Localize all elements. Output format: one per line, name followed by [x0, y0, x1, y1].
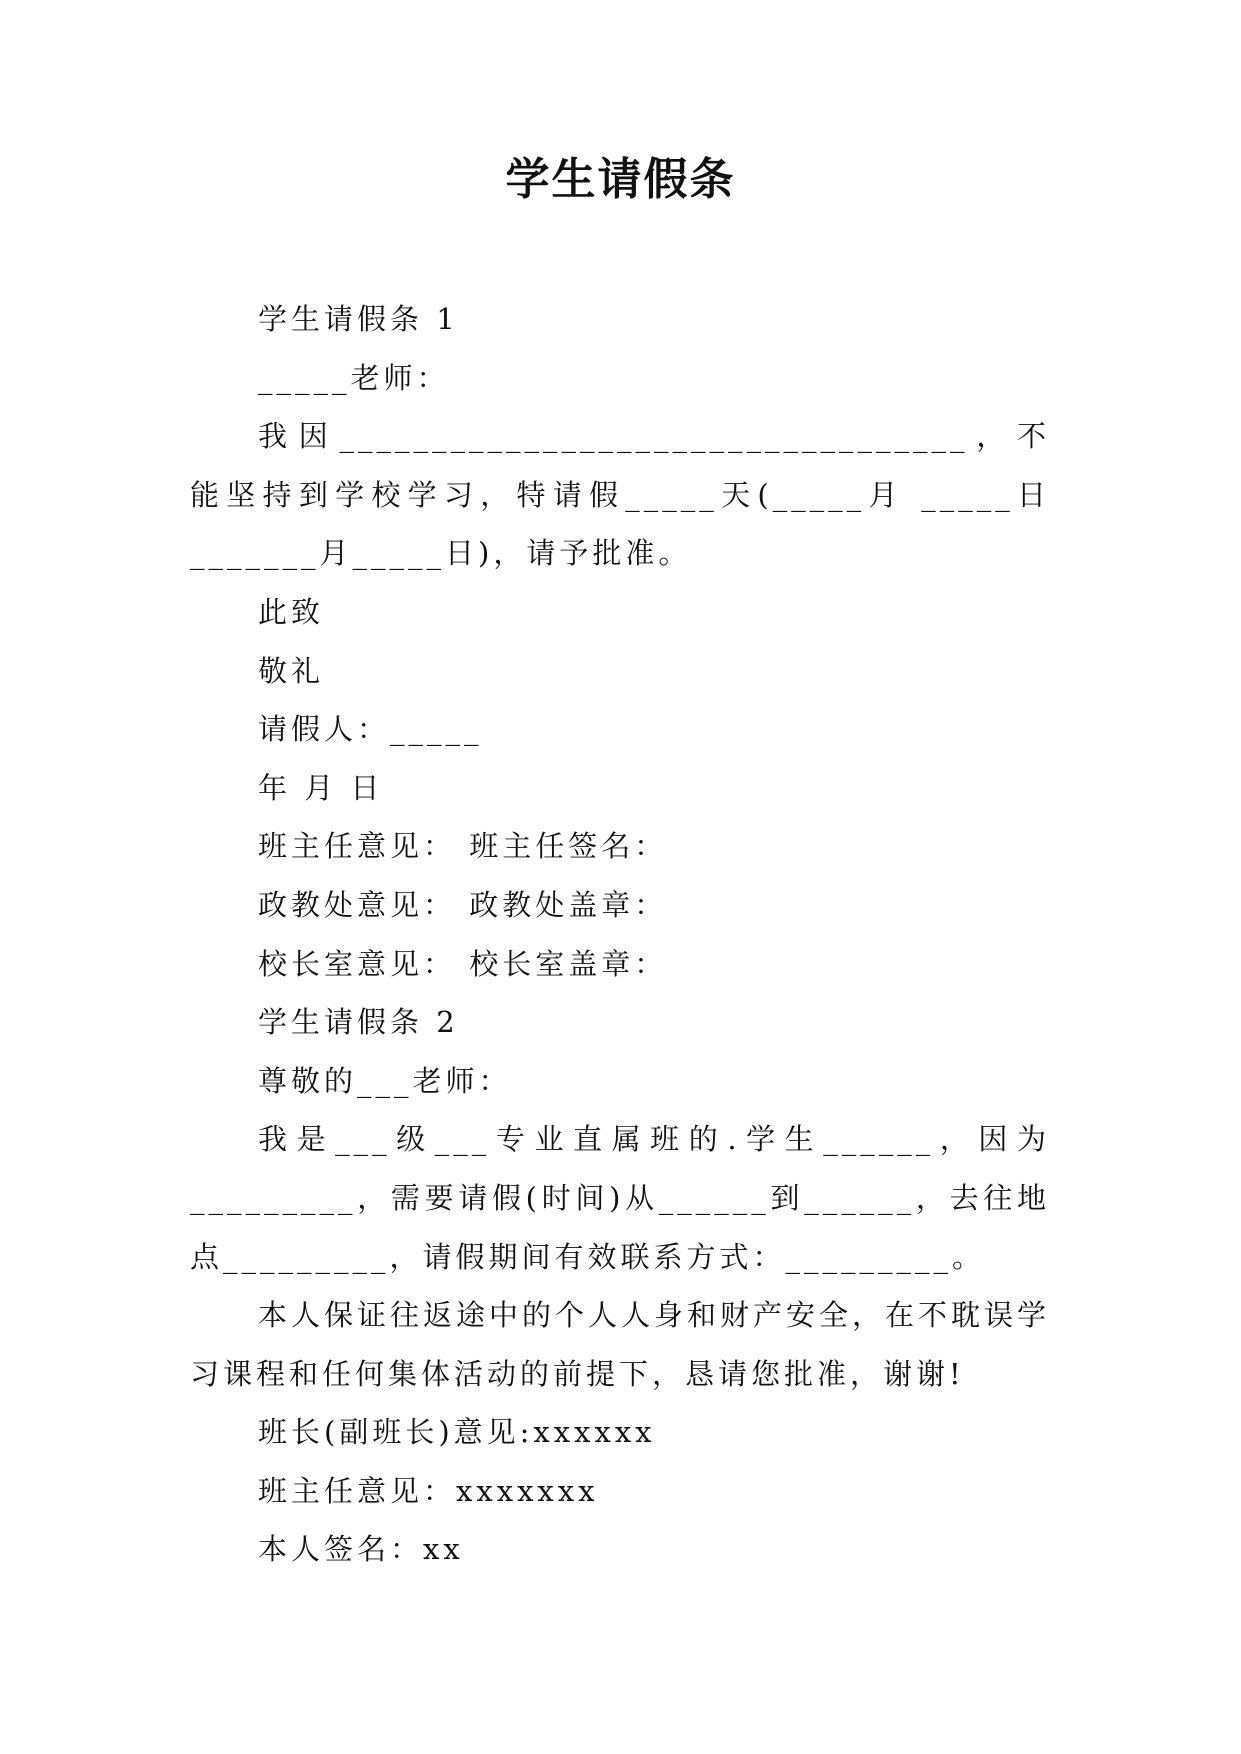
document-body: [190, 290, 1050, 1579]
document-title: 学生请假条: [505, 154, 736, 205]
principal-office-opinion: 校长室意见： 校长室盖章：: [258, 946, 668, 981]
section-heading-2: 学生请假条 2: [258, 1005, 459, 1040]
head-teacher-opinion-2: 班主任意见：xxxxxxx: [258, 1473, 599, 1508]
monitor-opinion: 班长(副班长)意见:xxxxxx: [258, 1415, 656, 1450]
political-office-opinion: 政教处意见： 政教处盖章：: [258, 887, 668, 922]
salutation-1: _____老师：: [258, 360, 450, 395]
applicant-line: 请假人：_____: [258, 712, 483, 747]
closing-line-2: 敬礼: [258, 653, 325, 688]
date-line: 年 月 日: [258, 770, 384, 805]
closing-line-1: 此致: [258, 594, 325, 629]
guarantee-paragraph: 本人保证往返途中的个人人身和财产安全，在不耽误学习课程和任何集体活动的前提下，恳请您批准，谢谢!: [190, 1298, 1051, 1391]
salutation-2: 尊敬的___老师：: [258, 1063, 512, 1098]
leave-reason-paragraph: 我因__________________________________，不能坚持到学校学习，特请假_____天(_____月 _____日_______月_____日)，请予批准。: [190, 419, 1050, 571]
section-heading-1: 学生请假条 1: [258, 302, 459, 336]
student-info-paragraph: 我是___级___专业直属班的.学生______，因为_________，需要请假(时间)从______到______，去往地点_________，请假期间有效联系方式：_________。: [190, 1122, 1050, 1274]
signature-line: 本人签名：xx: [258, 1532, 464, 1567]
head-teacher-opinion: 班主任意见： 班主任签名：: [258, 829, 668, 864]
